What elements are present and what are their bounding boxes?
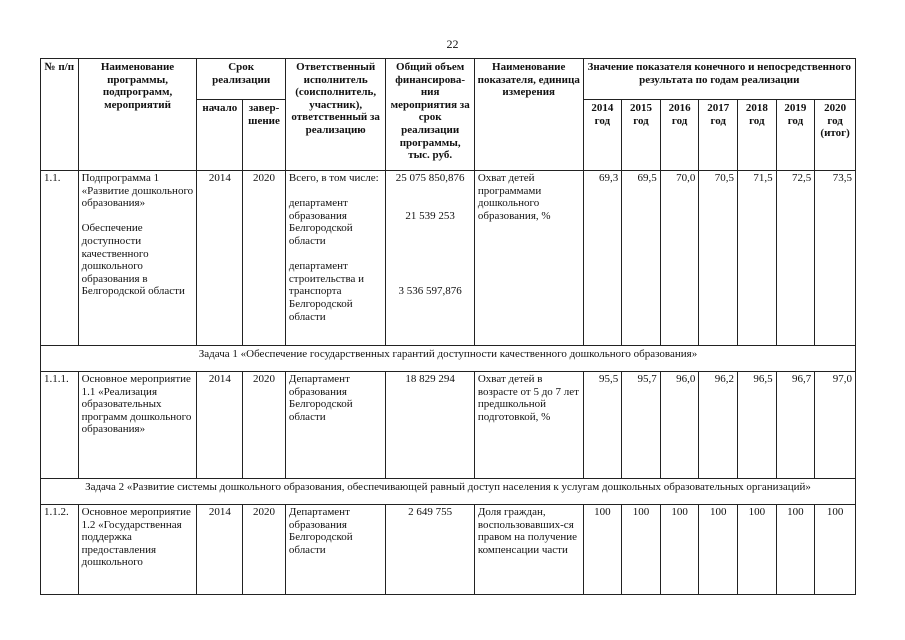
row-num: 1.1.2. bbox=[41, 505, 79, 595]
row-value: 95,5 bbox=[583, 372, 622, 479]
subprogram-title: Подпрограмма 1 «Развитие дошкольного образования» bbox=[81, 172, 194, 210]
executor-education: департамент образования Белгородской области bbox=[288, 197, 353, 247]
row-value: 96,0 bbox=[660, 372, 699, 479]
table-row bbox=[41, 372, 856, 479]
executor-construction: департамент строительства и транспорта Белгородской области bbox=[288, 260, 365, 323]
header-year: 2019 год bbox=[776, 100, 815, 171]
row-start: 2014 bbox=[197, 372, 243, 479]
page-number: 22 bbox=[446, 37, 459, 51]
row-value: 96,7 bbox=[776, 372, 815, 479]
header-year: 2020 год (итог) bbox=[815, 100, 856, 171]
task-row bbox=[41, 479, 856, 505]
header-term: Срок реализации bbox=[197, 59, 285, 100]
header-start: начало bbox=[197, 100, 243, 171]
table-row bbox=[41, 505, 856, 595]
row-value: 70,5 bbox=[699, 171, 738, 346]
row-value: 70,0 bbox=[660, 171, 699, 346]
row-num: 1.1. bbox=[41, 171, 79, 346]
header-row bbox=[41, 59, 856, 100]
row-value: 69,3 bbox=[583, 171, 622, 346]
row-executor: Департамент образования Белгородской области bbox=[285, 372, 386, 479]
row-funding: 2 649 755 bbox=[386, 505, 474, 595]
row-value: 100 bbox=[699, 505, 738, 595]
row-end: 2020 bbox=[243, 505, 286, 595]
row-start: 2014 bbox=[197, 505, 243, 595]
row-funding bbox=[386, 171, 474, 346]
row-value: 100 bbox=[738, 505, 777, 595]
row-value: 97,0 bbox=[815, 372, 856, 479]
row-start: 2014 bbox=[197, 171, 243, 346]
header-year: 2018 год bbox=[738, 100, 777, 171]
row-value: 100 bbox=[776, 505, 815, 595]
row-value: 100 bbox=[622, 505, 661, 595]
row-value: 100 bbox=[660, 505, 699, 595]
funding-education: 21 539 253 bbox=[405, 209, 455, 222]
header-year: 2016 год bbox=[660, 100, 699, 171]
header-num: № п/п bbox=[41, 59, 79, 171]
row-end: 2020 bbox=[243, 171, 286, 346]
header-end: завер-шение bbox=[243, 100, 286, 171]
header-indicator: Наименование показателя, единица измерения bbox=[474, 59, 583, 171]
subprogram-goal: Обеспечение доступности качественного дошкольного образования в Белгородской области bbox=[81, 222, 185, 298]
row-name: Основное мероприятие 1.1 «Реализация образовательных программ дошкольного образования» bbox=[78, 372, 197, 479]
row-value: 96,5 bbox=[738, 372, 777, 479]
task-title: Задача 2 «Развитие системы дошкольного образования, обеспечивающей равный доступ населения к услугам дошкольных образовательных организаций» bbox=[41, 479, 856, 505]
header-year: 2017 год bbox=[699, 100, 738, 171]
row-value: 69,5 bbox=[622, 171, 661, 346]
row-value: 100 bbox=[815, 505, 856, 595]
row-executor: Департамент образования Белгородской области bbox=[285, 505, 386, 595]
row-indicator: Охват детей программами дошкольного образования, % bbox=[474, 171, 583, 346]
header-name: Наименование программы, подпрограмм, мероприятий bbox=[78, 59, 197, 171]
row-value: 100 bbox=[583, 505, 622, 595]
row-name: Основное мероприятие 1.2 «Государственная поддержка предоставления дошкольного bbox=[78, 505, 197, 595]
row-indicator: Доля граждан, воспользовавших-ся правом на получение компенсации части bbox=[474, 505, 583, 595]
row-value: 72,5 bbox=[776, 171, 815, 346]
task-title: Задача 1 «Обеспечение государственных гарантий доступности качественного дошкольного образования» bbox=[41, 346, 856, 372]
header-year: 2014 год bbox=[583, 100, 622, 171]
header-year: 2015 год bbox=[622, 100, 661, 171]
row-value: 95,7 bbox=[622, 372, 661, 479]
program-table bbox=[40, 58, 856, 595]
task-row bbox=[41, 346, 856, 372]
row-funding: 18 829 294 bbox=[386, 372, 474, 479]
row-indicator: Охват детей в возрасте от 5 до 7 лет предшкольной подготовкой, % bbox=[474, 372, 583, 479]
executor-total: Всего, в том числе: bbox=[288, 172, 379, 184]
funding-total: 25 075 850,876 bbox=[395, 172, 465, 184]
row-value: 73,5 bbox=[815, 171, 856, 346]
table-row bbox=[41, 171, 856, 346]
header-funding: Общий объем финансирова-ния мероприятия за срок реализации программы, тыс. руб. bbox=[386, 59, 474, 171]
row-value: 71,5 bbox=[738, 171, 777, 346]
row-num: 1.1.1. bbox=[41, 372, 79, 479]
header-executor: Ответственный исполнитель (соисполнитель, участник), ответственный за реализацию bbox=[285, 59, 386, 171]
header-values-title: Значение показателя конечного и непосредственного результата по годам реализации bbox=[583, 59, 855, 100]
row-executor bbox=[285, 171, 386, 346]
row-name bbox=[78, 171, 197, 346]
row-value: 96,2 bbox=[699, 372, 738, 479]
row-end: 2020 bbox=[243, 372, 286, 479]
funding-construction: 3 536 597,876 bbox=[398, 285, 462, 298]
